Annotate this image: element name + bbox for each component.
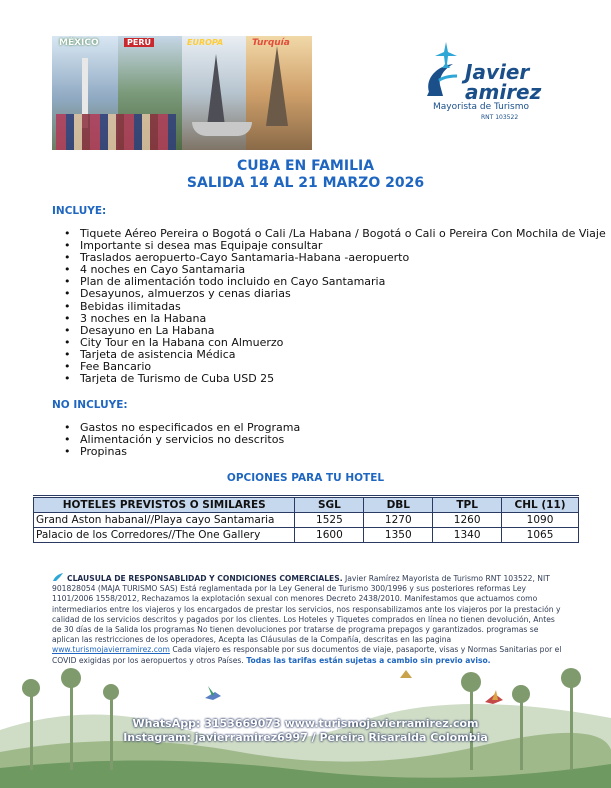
contact-instagram-location: Instagram: javierramirez6997 / Pereira Risaralda Colombia	[123, 731, 488, 744]
list-item: • City Tour en la Habana con Almuerzo	[64, 337, 606, 349]
table-row	[34, 528, 579, 543]
tower-shape	[266, 46, 288, 126]
col-header-tpl: TPL	[433, 497, 502, 513]
banner-label-peru: PERÚ	[124, 38, 154, 47]
trip-dates: SALIDA 14 AL 21 MARZO 2026	[186, 175, 425, 191]
banner-label-europa: EUROPA	[187, 38, 224, 47]
terms-body-continued: Cada viajero es responsable por sus documentos de viaje, pasaporte, visas y Normas Sanitarias por el COVID exigidas por los aeropuertos y otros Países.	[52, 645, 562, 665]
price-cell: 1260	[433, 513, 502, 528]
trip-title: CUBA EN FAMILIA	[236, 158, 375, 174]
table-header-row	[34, 497, 579, 513]
price-cell: 1270	[364, 513, 433, 528]
terms-heading: CLAUSULA DE RESPONSABLIDAD Y CONDICIONES COMERCIALES.	[67, 574, 343, 583]
list-item: • Tiquete Aéreo Pereira o Bogotá o Cali /La Habana / Bogotá o Cali o Pereira Con Mochila de Viaje	[64, 228, 606, 240]
boat-shape	[192, 122, 252, 136]
price-cell: 1340	[433, 528, 502, 543]
list-item: • Traslados aeropuerto-Cayo Santamaria-Habana -aeropuerto	[64, 252, 606, 264]
list-item: • Plan de alimentación todo incluido en Cayo Santamaria	[64, 276, 606, 288]
list-item: • Desayunos, almuerzos y cenas diarias	[64, 288, 606, 300]
list-item: • 3 noches en la Habana	[64, 313, 606, 325]
terms-clause	[52, 572, 564, 666]
price-cell: 1350	[364, 528, 433, 543]
banner-label-turquia: Turquía	[252, 38, 290, 48]
list-item: • Fee Bancario	[64, 361, 606, 373]
contact-whatsapp-web: WhatsApp: 3153669073 www.turismojavierramirez.com	[132, 717, 479, 730]
terms-body: Javier Ramírez Mayorista de Turismo RNT 103522, NIT 901828054 (MAJA TURISMO SAS) Está reglamentada por la Ley General de Turismo 300/1996 y sus posteriores reformas Ley 1101/2006 1558/2012, Rechazamos la explotación sexual con menores Decreto 2438/2010. Manifestamos que actuamos como intermediarios entre los viajeros y los encargados de prestar los servicios, nos responsabilizamos ante los viajeros por la prestación y calidad de los servicios descritos y pagados por los clientes. Los Hoteles y Tiquetes comprados en línea no tienen devolución, Antes de 30 días de la Salida los programas No tienen devoluciones por tratarse de programa prepagos y garantizados. programas se aplican las restricciones de los operadores, Acepta las Cláusulas de la Compañía, descritas en las pagina	[52, 574, 561, 645]
list-item: • Bebidas ilimitadas	[64, 301, 606, 313]
price-cell: 1600	[295, 528, 364, 543]
col-header-dbl: DBL	[364, 497, 433, 513]
includes-list	[64, 228, 606, 385]
list-item: • 4 noches en Cayo Santamaria	[64, 264, 606, 276]
travelers-group	[56, 114, 176, 150]
col-header-sgl: SGL	[295, 497, 364, 513]
list-item: • Tarjeta de Turismo de Cuba USD 25	[64, 373, 606, 385]
airplane-icon	[52, 572, 64, 582]
col-header-chl: CHL (11)	[502, 497, 579, 513]
banner-label-mexico: MÉXICO	[59, 38, 99, 48]
list-item: • Gastos no especificados en el Programa	[64, 422, 300, 434]
bird-icon	[485, 690, 503, 704]
list-item: • Importante si desea mas Equipaje consultar	[64, 240, 606, 252]
logo-subtitle: Mayorista de Turismo	[433, 102, 530, 112]
list-item: • Tarjeta de asistencia Médica	[64, 349, 606, 361]
hotel-name-cell: Palacio de los Corredores//The One Gallery	[34, 528, 295, 543]
terms-price-note: Todas las tarifas están sujetas a cambio sin previo aviso.	[243, 655, 491, 665]
company-logo	[415, 40, 560, 120]
excludes-heading: NO INCLUYE:	[52, 399, 128, 411]
list-item: • Propinas	[64, 446, 300, 458]
includes-heading: INCLUYE:	[52, 205, 107, 217]
hummingbird-icon	[205, 686, 221, 700]
table-row	[34, 513, 579, 528]
hotel-prices-table	[33, 495, 579, 543]
website-link[interactable]: www.turismojavierramirez.com	[52, 645, 170, 655]
eiffel-tower-shape	[207, 54, 225, 126]
hotel-name-cell: Grand Aston habanal//Playa cayo Santamaria	[34, 513, 295, 528]
price-cell: 1065	[502, 528, 579, 543]
logo-name-first: Javier	[465, 60, 530, 84]
list-item: • Desayuno en La Habana	[64, 325, 606, 337]
airplane-icon	[435, 42, 457, 68]
price-cell: 1090	[502, 513, 579, 528]
logo-name-last: amirez	[465, 80, 542, 104]
hotel-options-heading: OPCIONES PARA TU HOTEL	[226, 472, 385, 484]
col-header-hotel: HOTELES PREVISTOS O SIMILARES	[34, 497, 295, 513]
price-cell: 1525	[295, 513, 364, 528]
logo-rnt: RNT 103522	[481, 114, 519, 121]
header-banner-image	[52, 36, 312, 150]
excludes-list	[64, 422, 300, 458]
list-item: • Alimentación y servicios no descritos	[64, 434, 300, 446]
